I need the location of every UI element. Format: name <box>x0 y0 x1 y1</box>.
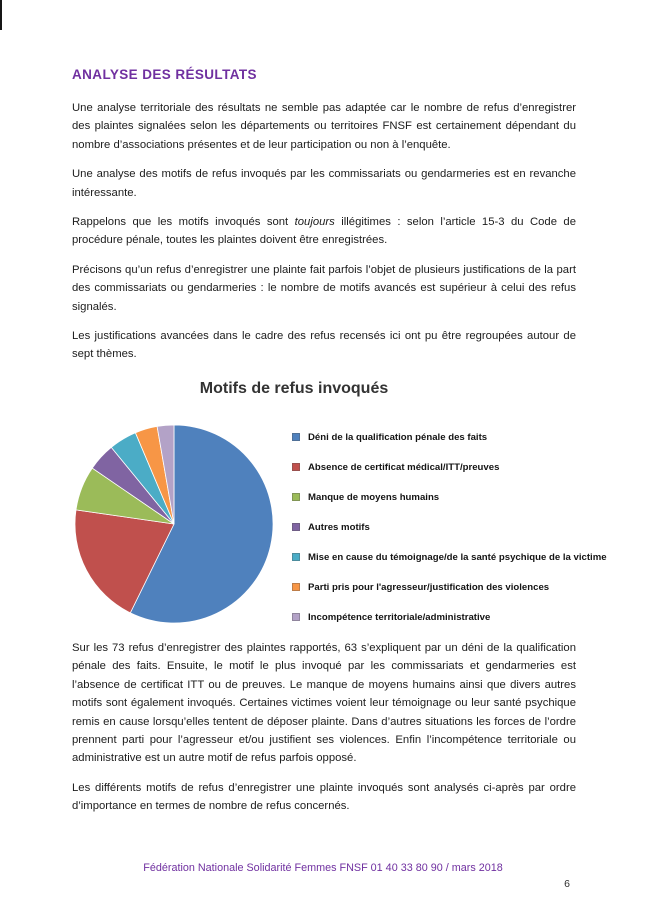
legend-label: Parti pris pour l'agresseur/justification des violences <box>308 581 550 593</box>
legend-swatch <box>292 553 300 561</box>
paragraph-motifs-illegitimes <box>72 213 576 250</box>
page-number: 6 <box>564 878 570 890</box>
paragraph-sept-themes: Les justifications avancées dans le cadre des refus recensés ici ont pu être regroupées autour de sept thèmes. <box>72 330 576 361</box>
legend-item <box>292 462 607 473</box>
pie-chart-figure <box>72 379 607 626</box>
legend-label: Autres motifs <box>308 521 370 533</box>
legend-item <box>292 432 607 443</box>
legend-swatch <box>292 583 300 591</box>
paragraph-resultats-detail: Sur les 73 refus d’enregistrer des plaintes rapportés, 63 s’expliquent par un déni de la qualification pénale des faits. Ensuite, le motif le plus invoqué par les commissariats et gendarmeries est l’absence de certificat ITT ou de preuves. Le manque de moyens humains ainsi que divers autres motifs sont également invoqués. Certaines victimes voient leur témoignage ou leur santé psychique remis en cause lorsqu’elles tentent de déposer plainte. Dans d’autres situations les forces de l’ordre prennent parti pour l’agresseur et/ou justifient ses violences. Enfin l’incompétence territoriale ou administrative est un autre motif de refus parfois opposé. <box>72 641 576 765</box>
legend-swatch <box>292 493 300 501</box>
page-corner-mark <box>0 0 2 30</box>
chart-title: Motifs de refus invoqués <box>199 379 389 397</box>
page-content <box>72 67 607 827</box>
paragraph-motifs-analysis: Une analyse des motifs de refus invoqués par les commissariats ou gendarmeries est en revanche intéressante. <box>72 168 576 199</box>
paragraph-analyse-suite: Les différents motifs de refus d’enregistrer une plainte invoqués sont analysés ci-après par ordre d’importance en termes de nombre de refus concernés. <box>72 781 576 813</box>
page-footer: Fédération Nationale Solidarité Femmes FNSF 01 40 33 80 90 / mars 2018 <box>143 862 503 874</box>
legend-swatch <box>292 433 300 441</box>
legend-label: Incompétence territoriale/administrative <box>308 611 491 623</box>
paragraph-segment: Rappelons que les motifs invoqués sont <box>72 216 295 229</box>
chart-body <box>72 422 607 626</box>
legend-item <box>292 612 607 623</box>
pie-wrap <box>72 422 280 626</box>
legend-label: Déni de la qualification pénale des faits <box>308 431 488 443</box>
paragraph-justifications-multiples: Précisons qu’un refus d’enregistrer une plainte fait parfois l’objet de plusieurs justifications de la part des commissariats ou gendarmeries : le nombre de motifs avancés est supérieur à celui des refus signalés. <box>72 263 576 313</box>
legend-label: Absence de certificat médical/ITT/preuves <box>308 461 500 473</box>
paragraph-segment-italic: toujours <box>294 216 335 229</box>
legend-item <box>292 582 607 593</box>
pie-graphic <box>72 422 276 626</box>
legend-swatch <box>292 463 300 471</box>
legend-item <box>292 492 607 503</box>
legend-label: Mise en cause du témoignage/de la santé psychique de la victime <box>308 551 607 563</box>
paragraph-territorial-analysis: Une analyse territoriale des résultats ne semble pas adaptée car le nombre de refus d’enregistrer des plaintes signalées selon les départements ou territoires FNSF est certainement dépendant du nombre d’associations présentes et de leur participation ou non à l’enquête. <box>72 102 576 151</box>
legend-label: Manque de moyens humains <box>308 491 440 503</box>
legend-item <box>292 522 607 533</box>
section-title: ANALYSE DES RÉSULTATS <box>72 67 257 82</box>
legend-swatch <box>292 523 300 531</box>
legend-swatch <box>292 613 300 621</box>
legend-item <box>292 552 607 563</box>
chart-legend <box>280 422 607 623</box>
paragraph-segment: illégitimes : selon l’article 15-3 du Code de procédure pénale, toutes les plaintes doivent être enregistrées. <box>72 216 576 247</box>
